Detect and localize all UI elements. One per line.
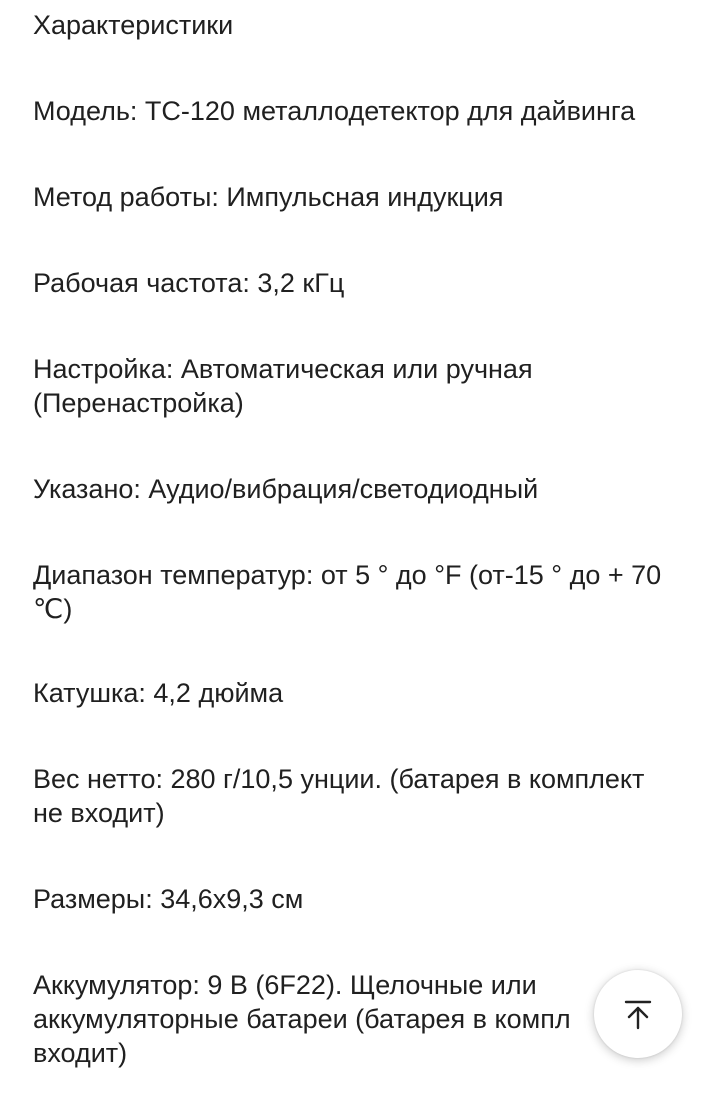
spec-weight-line2: не входит) <box>33 798 165 828</box>
spec-battery-line3: входит) <box>33 1038 128 1068</box>
spec-coil: Катушка: 4,2 дюйма <box>33 678 284 708</box>
spec-battery-line2: аккумуляторные батареи (батарея в компл <box>33 1004 571 1034</box>
spec-frequency: Рабочая частота: 3,2 кГц <box>33 268 345 298</box>
spec-temperature-line2: ℃) <box>33 594 73 624</box>
spec-indication: Указано: Аудио/вибрация/светодиодный <box>33 474 539 504</box>
specs-heading: Характеристики <box>33 10 234 40</box>
spec-tuning-line2: (Перенастройка) <box>33 388 244 418</box>
spec-dimensions: Размеры: 34,6x9,3 см <box>33 884 304 914</box>
scroll-to-top-button[interactable] <box>594 970 682 1058</box>
arrow-up-to-top-icon <box>621 997 655 1031</box>
spec-model: Модель: TC-120 металлодетектор для дайвинга <box>33 96 636 126</box>
spec-temperature-line1: Диапазон температур: от 5 ° до °F (от-15 ° до + 70 <box>33 560 662 590</box>
spec-weight-line1: Вес нетто: 280 г/10,5 унции. (батарея в комплект <box>33 764 645 794</box>
spec-tuning-line1: Настройка: Автоматическая или ручная <box>33 354 533 384</box>
spec-method: Метод работы: Импульсная индукция <box>33 182 504 212</box>
spec-battery-line1: Аккумулятор: 9 В (6F22). Щелочные или <box>33 970 537 1000</box>
